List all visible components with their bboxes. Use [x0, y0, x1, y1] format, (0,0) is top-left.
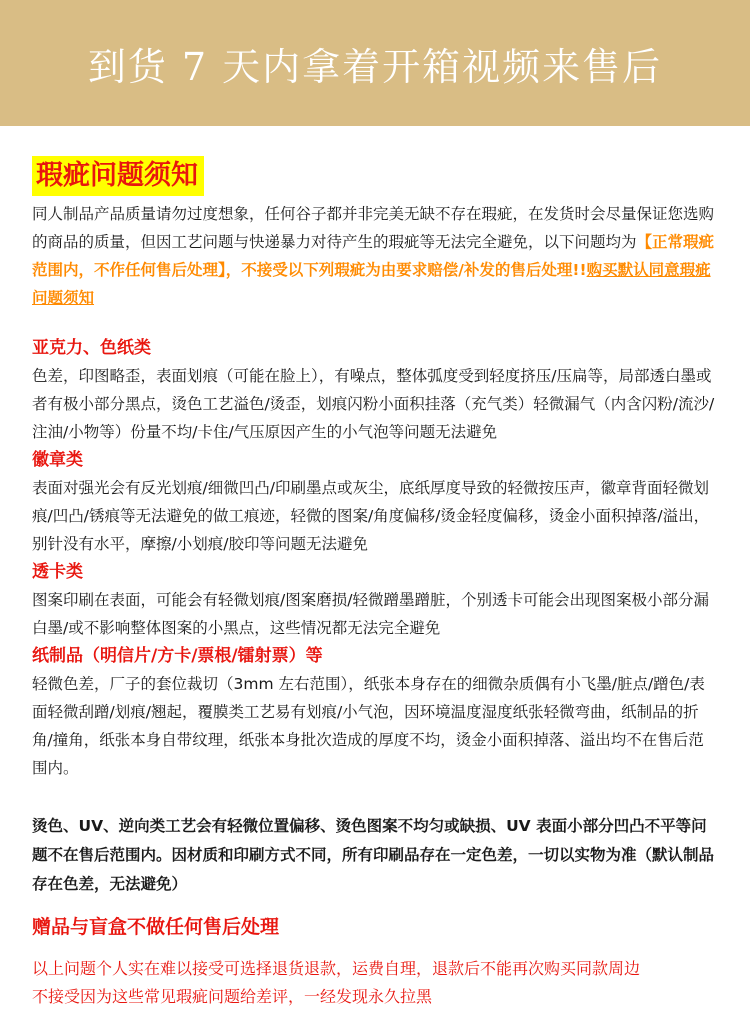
top-banner — [0, 0, 750, 126]
process-note: 烫色、UV、逆向类工艺会有轻微位置偏移、烫色图案不均匀或缺损、UV 表面小部分凹凸不平等问题不在售后范围内。因材质和印刷方式不同，所有印刷品存在一定色差，一切以实物为准（默认制品存在色差，无法避免） — [32, 817, 715, 893]
notice-content — [0, 126, 750, 1011]
category-text-clear-card: 图案印刷在表面，可能会有轻微划痕/图案磨损/轻微蹭墨蹭脏，个别透卡可能会出现图案极小部分漏白墨/或不影响整体图案的小黑点，这些情况都无法完全避免 — [32, 591, 709, 637]
category-title-acrylic: 亚克力、色纸类 — [32, 338, 151, 358]
notice-title: 瑕疵问题须知 — [32, 156, 204, 196]
review-note: 不接受因为这些常见瑕疵问题给差评，一经发现永久拉黑 — [32, 987, 433, 1006]
intro-paragraph — [32, 200, 718, 312]
category-title-paper: 纸制品（明信片/方卡/票根/镭射票）等 — [32, 646, 323, 666]
intro-highlight: 【正常瑕疵范围内，不作任何售后处理】，不接受以下列瑕疵为由要求赔偿/补发的售后处理!! — [32, 233, 715, 279]
intro-text: 同人制品产品质量请勿过度想象，任何谷子都并非完美无缺不存在瑕疵，在发货时会尽量保证您选购的商品的质量，但因工艺问题与快递暴力对待产生的瑕疵等无法完全避免，以下问题均为 — [32, 205, 715, 251]
intro-underline: 购买默认同意瑕疵问题须知 — [32, 261, 711, 307]
gift-note: 赠品与盲盒不做任何售后处理 — [32, 916, 280, 938]
category-title-badge: 徽章类 — [32, 450, 83, 470]
category-text-badge: 表面对强光会有反光划痕/细微凹凸/印刷墨点或灰尘，底纸厚度导致的轻微按压声，徽章背面轻微划痕/凹凸/锈痕等无法避免的做工痕迹，轻微的图案/角度偏移/烫金轻度偏移，烫金小面积掉落/溢出，别针没有水平，摩擦/小划痕/胶印等问题无法避免 — [32, 479, 710, 553]
category-title-clear-card: 透卡类 — [32, 562, 83, 582]
refund-note: 以上问题个人实在难以接受可选择退货退款，运费自理，退款后不能再次购买同款周边 — [32, 959, 641, 978]
category-text-paper: 轻微色差，厂子的套位裁切（3mm 左右范围），纸张本身存在的细微杂质偶有小飞墨/脏点/蹭色/表面轻微刮蹭/划痕/翘起，覆膜类工艺易有划痕/小气泡，因环境温度湿度纸张轻微弯曲，纸制品的折角/撞角，纸张本身自带纹理，纸张本身批次造成的厚度不均，烫金小面积掉落、溢出均不在售后范围内。 — [32, 675, 705, 777]
category-text-acrylic: 色差，印图略歪，表面划痕（可能在脸上），有噪点，整体弧度受到轻度挤压/压扁等，局部透白墨或者有极小部分黑点，烫色工艺溢色/烫歪，划痕闪粉小面积挂落（充气类）轻微漏气（内含闪粉/流沙/注油/小物等）份量不均/卡住/气压原因产生的小气泡等问题无法避免 — [32, 367, 715, 441]
banner-title: 到货 7 天内拿着开箱视频来售后 — [87, 44, 663, 89]
